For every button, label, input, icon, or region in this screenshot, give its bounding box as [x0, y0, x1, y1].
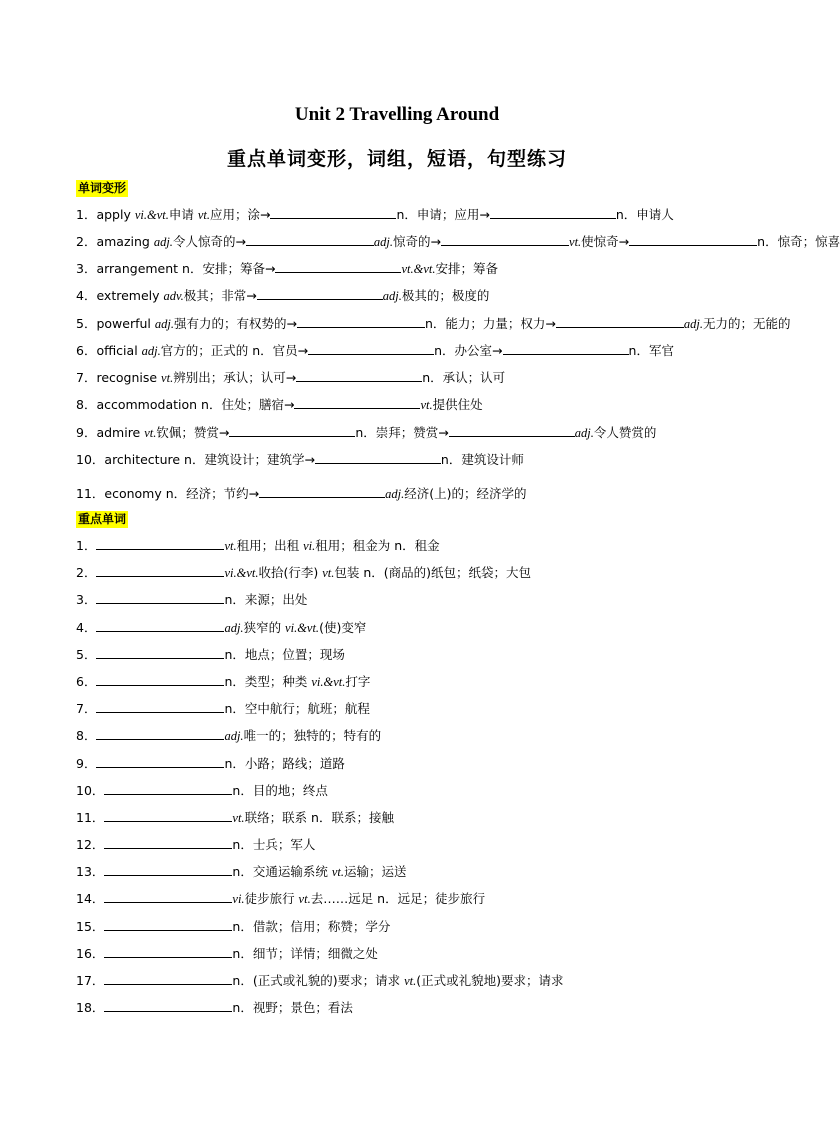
item-text: n．借款；信用；称赞；学分: [232, 919, 391, 934]
item-number: 15．: [76, 919, 105, 934]
answer-blank[interactable]: [96, 536, 224, 550]
item-text: arrangement: [96, 261, 183, 276]
item-text: (正式或礼貌地)要求；请求: [416, 973, 564, 988]
answer-blank[interactable]: [96, 590, 224, 604]
item-number: 9．: [76, 756, 97, 771]
answer-blank[interactable]: [257, 286, 383, 300]
item-number: 11．: [76, 810, 105, 825]
item-text: 去……远足 n．远足；徒步旅行: [310, 891, 486, 906]
item-text: n．小路；路线；道路: [224, 756, 345, 771]
item-text: n．细节；详情；细微之处: [232, 946, 378, 961]
item-text: n．办公室→: [434, 343, 503, 358]
key-word-item-11: [76, 808, 736, 828]
item-text: n．类型；种类: [224, 674, 312, 689]
answer-blank[interactable]: [104, 808, 232, 822]
item-text: 申请: [168, 207, 198, 222]
word-form-item-7: [76, 368, 736, 388]
item-text: 运输；运送: [343, 864, 407, 879]
item-text: adj.: [683, 317, 703, 331]
answer-blank[interactable]: [96, 726, 224, 740]
item-text: apply: [96, 207, 135, 222]
item-text: admire: [96, 425, 145, 440]
key-word-item-17: [76, 971, 736, 991]
item-number: 17．: [76, 973, 105, 988]
item-number: 14．: [76, 891, 105, 906]
item-text: n．建筑设计师: [440, 452, 524, 467]
answer-blank[interactable]: [629, 232, 757, 246]
item-text: adj.: [574, 426, 594, 440]
item-text: official: [96, 343, 142, 358]
answer-blank[interactable]: [275, 259, 401, 273]
item-text: 极其的；极度的: [401, 288, 490, 303]
item-text: 唯一的；独特的；特有的: [243, 728, 382, 743]
item-text: adj.: [153, 235, 173, 249]
item-number: 13．: [76, 864, 105, 879]
answer-blank[interactable]: [96, 618, 224, 632]
answer-blank[interactable]: [308, 341, 434, 355]
answer-blank[interactable]: [96, 754, 224, 768]
item-text: 徒步旅行: [244, 891, 299, 906]
item-text: 令人赞赏的: [593, 425, 657, 440]
item-number: 3．: [76, 261, 97, 276]
item-text: n．承认；认可: [422, 370, 506, 385]
answer-blank[interactable]: [246, 232, 374, 246]
item-number: 7．: [76, 701, 97, 716]
item-text: 辨别出；承认；认可→: [173, 370, 297, 385]
item-number: 16．: [76, 946, 105, 961]
answer-blank[interactable]: [294, 395, 420, 409]
item-text: adj.: [224, 729, 244, 743]
word-form-item-4: [76, 286, 736, 306]
item-text: vt.: [197, 208, 210, 222]
item-text: vt.: [232, 811, 245, 825]
item-text: 租用；出租: [236, 538, 304, 553]
word-form-item-1: [76, 205, 736, 225]
answer-blank[interactable]: [96, 672, 224, 686]
key-word-item-10: [76, 781, 736, 801]
item-text: 使惊奇→: [581, 234, 630, 249]
item-number: 9．: [76, 425, 97, 440]
answer-blank[interactable]: [441, 232, 569, 246]
key-word-item-4: [76, 618, 736, 638]
item-text: n．目的地；终点: [232, 783, 328, 798]
item-text: 极其；非常→: [183, 288, 257, 303]
page-title: Unit 2 Travelling Around: [294, 104, 500, 125]
item-number: 2．: [76, 234, 97, 249]
answer-blank[interactable]: [315, 450, 441, 464]
word-form-item-2: [76, 232, 840, 252]
answer-blank[interactable]: [104, 781, 232, 795]
word-form-item-9: [76, 423, 736, 443]
item-text: amazing: [96, 234, 154, 249]
item-text: 无力的；无能的: [702, 316, 791, 331]
item-text: 令人惊奇的→: [172, 234, 246, 249]
item-text: n．士兵；军人: [232, 837, 316, 852]
item-text: 惊奇的→: [393, 234, 442, 249]
item-number: 5．: [76, 316, 97, 331]
key-word-item-5: [76, 645, 736, 665]
item-text: adv.: [163, 289, 184, 303]
item-number: 12．: [76, 837, 105, 852]
key-word-item-6: [76, 672, 736, 692]
word-form-item-3: [76, 259, 736, 279]
answer-blank[interactable]: [104, 971, 232, 985]
item-text: vt.&vt.: [401, 262, 436, 276]
item-text: vt.: [331, 865, 344, 879]
item-text: vt.: [569, 235, 582, 249]
answer-blank[interactable]: [104, 862, 232, 876]
key-word-item-15: [76, 917, 736, 937]
item-number: 18．: [76, 1000, 105, 1015]
item-number: 4．: [76, 288, 97, 303]
item-text: adj.: [154, 317, 174, 331]
item-text: n．崇拜；赞赏→: [355, 425, 449, 440]
item-text: n．住处；膳宿→: [201, 397, 295, 412]
item-number: 3．: [76, 592, 97, 607]
item-text: 强有力的；有权势的→: [173, 316, 297, 331]
item-text: vi.: [232, 892, 245, 906]
key-word-item-2: [76, 563, 736, 583]
item-text: vt.: [144, 426, 157, 440]
item-text: 经济(上)的；经济学的: [404, 486, 527, 501]
answer-blank[interactable]: [96, 645, 224, 659]
item-text: n．安排；筹备→: [182, 261, 276, 276]
item-text: powerful: [96, 316, 155, 331]
item-text: architecture: [104, 452, 185, 467]
item-text: 官方的；正式的 n．官员→: [160, 343, 309, 358]
answer-blank[interactable]: [104, 944, 232, 958]
answer-blank[interactable]: [270, 205, 396, 219]
item-text: n．惊奇；惊喜: [757, 234, 840, 249]
word-form-item-10: [76, 450, 736, 470]
answer-blank[interactable]: [297, 314, 425, 328]
key-word-item-12: [76, 835, 736, 855]
answer-blank[interactable]: [503, 341, 629, 355]
word-form-item-8: [76, 395, 736, 415]
item-number: 6．: [76, 343, 97, 358]
item-text: n．地点；位置；现场: [224, 647, 345, 662]
answer-blank[interactable]: [449, 423, 575, 437]
key-word-item-1: [76, 536, 736, 556]
item-text: (使)变窄: [319, 620, 367, 635]
answer-blank[interactable]: [556, 314, 684, 328]
item-number: 1．: [76, 538, 97, 553]
item-text: vt.: [224, 539, 237, 553]
word-form-item-11: [76, 484, 736, 504]
key-word-item-14: [76, 889, 736, 909]
item-text: adj.: [385, 487, 405, 501]
item-text: adj.: [141, 344, 161, 358]
item-number: 10．: [76, 783, 105, 798]
item-text: vt.: [420, 398, 433, 412]
key-word-item-16: [76, 944, 736, 964]
item-text: adj.: [373, 235, 394, 249]
answer-blank[interactable]: [96, 699, 224, 713]
word-form-item-5: [76, 314, 791, 334]
answer-blank[interactable]: [104, 998, 232, 1012]
item-text: n．交通运输系统: [232, 864, 332, 879]
word-form-item-6: [76, 341, 736, 361]
item-number: 1．: [76, 207, 97, 222]
item-text: 打字: [345, 674, 371, 689]
item-text: 收拾(行李): [258, 565, 323, 580]
item-text: vt.: [161, 371, 174, 385]
item-text: accommodation: [96, 397, 202, 412]
item-text: n．来源；出处: [224, 592, 308, 607]
item-text: 包装 n．(商品的)纸包；纸袋；大包: [334, 565, 532, 580]
page-subtitle: 重点单词变形，词组，短语，句型练习: [226, 148, 567, 170]
item-text: vt.: [322, 566, 335, 580]
item-text: vt.: [404, 974, 417, 988]
item-text: economy: [104, 486, 166, 501]
key-word-item-8: [76, 726, 736, 746]
item-text: n．视野；景色；看法: [232, 1000, 353, 1015]
item-text: 安排；筹备: [435, 261, 498, 276]
item-number: 11．: [76, 486, 105, 501]
item-text: 提供住处: [432, 397, 483, 412]
item-text: n．申请人: [615, 207, 674, 222]
item-text: 应用；涂→: [209, 207, 271, 222]
item-text: adj.: [224, 621, 244, 635]
item-text: n．军官: [628, 343, 674, 358]
answer-blank[interactable]: [229, 423, 355, 437]
answer-blank[interactable]: [104, 835, 232, 849]
answer-blank[interactable]: [490, 205, 616, 219]
key-word-item-13: [76, 862, 736, 882]
item-text: n．空中航行；航班；航程: [224, 701, 370, 716]
section-label-word-forms: 单词变形: [78, 181, 127, 195]
key-word-item-9: [76, 754, 736, 774]
answer-blank[interactable]: [96, 563, 224, 577]
item-text: adj.: [382, 289, 402, 303]
key-word-item-18: [76, 998, 736, 1018]
item-text: vi.&vt.: [311, 675, 346, 689]
item-text: 联络；联系 n．联系；接触: [244, 810, 394, 825]
key-word-item-7: [76, 699, 736, 719]
item-number: 6．: [76, 674, 97, 689]
item-number: 8．: [76, 728, 97, 743]
answer-blank[interactable]: [296, 368, 422, 382]
item-text: vi.&vt.: [134, 208, 169, 222]
item-text: n．能力；力量；权力→: [424, 316, 556, 331]
item-text: 租用；租金为 n．租金: [315, 538, 440, 553]
item-number: 10．: [76, 452, 105, 467]
item-text: recognise: [96, 370, 162, 385]
item-text: vt.: [298, 892, 311, 906]
item-text: n．经济；节约→: [165, 486, 260, 501]
item-text: vi.&vt.: [224, 566, 259, 580]
answer-blank[interactable]: [259, 484, 385, 498]
item-number: 8．: [76, 397, 97, 412]
item-text: n．建筑设计；建筑学→: [184, 452, 315, 467]
section-label-key-words: 重点单词: [78, 512, 127, 526]
item-text: extremely: [96, 288, 164, 303]
item-number: 4．: [76, 620, 97, 635]
key-word-item-3: [76, 590, 736, 610]
item-number: 7．: [76, 370, 97, 385]
answer-blank[interactable]: [104, 917, 232, 931]
item-number: 5．: [76, 647, 97, 662]
item-text: vi.&vt.: [285, 621, 320, 635]
answer-blank[interactable]: [104, 889, 232, 903]
item-number: 2．: [76, 565, 97, 580]
item-text: n．(正式或礼貌的)要求；请求: [232, 973, 405, 988]
item-text: 钦佩；赞赏→: [156, 425, 230, 440]
item-text: n．申请；应用→: [396, 207, 490, 222]
item-text: vi.: [303, 539, 316, 553]
item-text: 狭窄的: [243, 620, 286, 635]
